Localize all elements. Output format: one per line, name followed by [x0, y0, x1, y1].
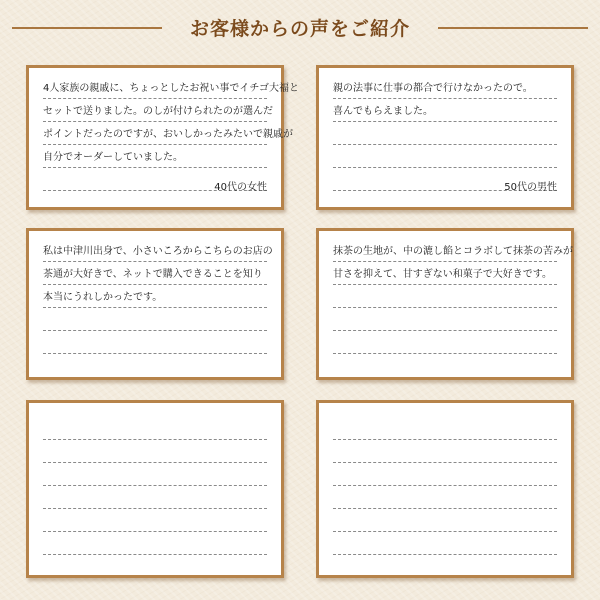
- review-line: 甘さを抑えて、甘すぎない和菓子で大好きです。: [333, 262, 557, 285]
- review-line: [333, 122, 557, 145]
- header: [0, 10, 600, 44]
- review-card-1: [26, 65, 299, 210]
- header-divider-right: [438, 27, 588, 29]
- review-line: ポイントだったのですが、おいしかったみたいで親戚が: [43, 122, 267, 145]
- review-line: [43, 440, 267, 463]
- review-line: [333, 331, 557, 354]
- review-author: 40代の女性: [214, 182, 267, 193]
- review-line: 自分でオーダーしていました。: [43, 145, 267, 168]
- review-line: [333, 285, 557, 308]
- review-line: [43, 486, 267, 509]
- review-author: 50代の男性: [504, 182, 557, 193]
- review-line: 私は中津川出身で、小さいころからこちらのお店の: [43, 239, 267, 262]
- review-card-5: [26, 400, 284, 578]
- review-line: 親の法事に仕事の都合で行けなかったので。: [333, 76, 557, 99]
- review-card-3: [26, 228, 284, 380]
- review-line: [333, 509, 557, 532]
- review-line: 本当にうれしかったです。: [43, 285, 267, 308]
- review-line: [43, 532, 267, 555]
- review-line: セットで送りました。のしが付けられたのが選んだ: [43, 99, 267, 122]
- review-line: [333, 440, 557, 463]
- review-line: [43, 331, 267, 354]
- review-card-6: [316, 400, 574, 578]
- review-line: [333, 463, 557, 486]
- page-title: お客様からの声をご紹介: [189, 18, 410, 40]
- review-line: [333, 532, 557, 555]
- review-line: 4人家族の親戚に、ちょっとしたお祝い事でイチゴ大福と: [43, 76, 267, 99]
- review-line: [333, 145, 557, 168]
- review-line: 茶通が大好きで、ネットで購入できることを知り: [43, 262, 267, 285]
- review-card-2: [316, 65, 574, 210]
- review-line: [43, 417, 267, 440]
- review-line: [333, 417, 557, 440]
- review-line: [43, 509, 267, 532]
- review-line: 抹茶の生地が、中の漉し餡とコラボして抹茶の苦みが: [333, 239, 557, 262]
- review-line: 喜んでもらえました。: [333, 99, 557, 122]
- review-line: [43, 308, 267, 331]
- review-line: [43, 463, 267, 486]
- review-line: [333, 486, 557, 509]
- review-card-4: [316, 228, 574, 380]
- review-line: [333, 308, 557, 331]
